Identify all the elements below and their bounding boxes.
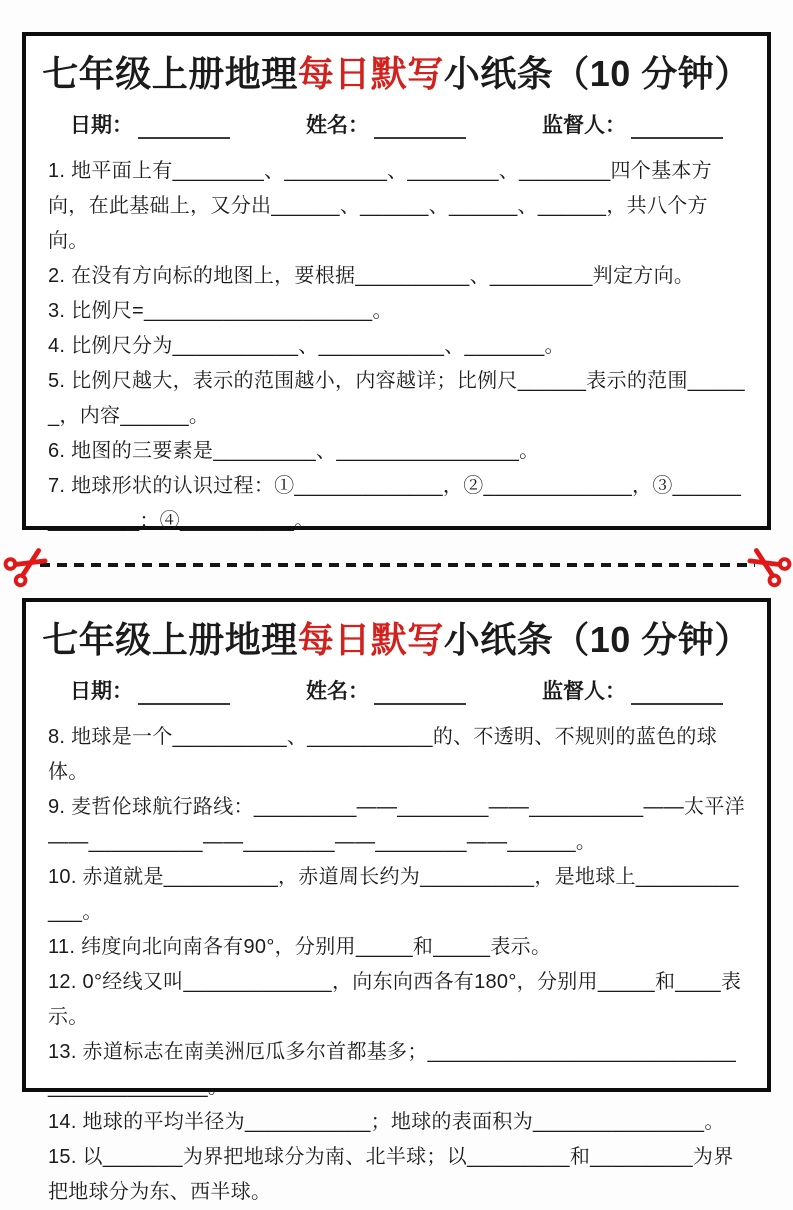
question-10: 10. 赤道就是__________，赤道周长约为__________，是地球上____________。 <box>48 866 739 924</box>
name-field <box>306 675 466 705</box>
slip-bottom <box>22 598 771 1204</box>
title-highlight: 每日默写 <box>297 619 444 660</box>
date-blank-line <box>138 115 230 139</box>
question-4: 4. 比例尺分为___________、___________、_______。 <box>48 335 565 358</box>
info-row <box>70 675 723 705</box>
date-blank-line <box>138 681 230 705</box>
date-label: 日期： <box>70 114 133 138</box>
name-blank-line <box>374 681 466 705</box>
question-5: 5. 比例尺越大，表示的范围越小，内容越详；比例尺______表示的范围______，内容______。 <box>48 370 745 428</box>
question-15: 15. 以_______为界把地球分为南、北半球；以_________和_________为界把地球分为东、西半球。 <box>48 1146 734 1204</box>
name-label: 姓名： <box>306 114 369 138</box>
question-3: 3. 比例尺=____________________。 <box>48 300 393 323</box>
questions-list-top <box>48 154 745 539</box>
date-field <box>70 109 230 139</box>
question-12: 12. 0°经线又叫_____________，向东向西各有180°，分别用_____和____表示。 <box>48 971 742 1029</box>
cut-line <box>6 543 789 587</box>
title-highlight: 每日默写 <box>297 53 444 94</box>
supervisor-label: 监督人： <box>542 680 626 704</box>
name-field <box>306 109 466 139</box>
date-label: 日期： <box>70 680 133 704</box>
title-suffix: 小纸条（10 分钟） <box>443 619 751 660</box>
info-row <box>70 109 723 139</box>
supervisor-label: 监督人： <box>542 114 626 138</box>
question-2: 2. 在没有方向标的地图上，要根据__________、_________判定方向。 <box>48 265 695 288</box>
supervisor-field <box>542 109 723 139</box>
supervisor-blank-line <box>631 681 723 705</box>
supervisor-field <box>542 675 723 705</box>
question-7: 7. 地球形状的认识过程：①_____________，②_____________，③______________；④__________。 <box>48 475 742 533</box>
question-11: 11. 纬度向北向南各有90°，分别用_____和_____表示。 <box>48 936 552 959</box>
slip-top <box>22 32 771 533</box>
question-1: 1. 地平面上有________、_________、________、________四个基本方向，在此基础上，又分出______、______、______、______，共八个方向。 <box>48 160 712 253</box>
question-8: 8. 地球是一个__________、___________的、不透明、不规则的蓝色的球体。 <box>48 726 718 784</box>
scissors-icon-left <box>0 536 56 594</box>
slip-title <box>32 618 761 661</box>
title-prefix: 七年级上册地理 <box>42 619 298 660</box>
name-label: 姓名： <box>306 680 369 704</box>
dashed-cut-line <box>40 563 755 567</box>
title-suffix: 小纸条（10 分钟） <box>443 53 751 94</box>
question-6: 6. 地图的三要素是_________、________________。 <box>48 440 540 463</box>
supervisor-blank-line <box>631 115 723 139</box>
slip-title <box>32 52 761 95</box>
name-blank-line <box>374 115 466 139</box>
date-field <box>70 675 230 705</box>
question-14: 14. 地球的平均半径为___________；地球的表面积为_______________。 <box>48 1111 725 1134</box>
title-prefix: 七年级上册地理 <box>42 53 298 94</box>
scissors-icon-right <box>739 536 793 594</box>
questions-list-bottom <box>48 720 745 1210</box>
question-9: 9. 麦哲伦球航行路线：_________——________——__________——太平洋——__________——________——________——______。 <box>48 796 745 854</box>
question-13: 13. 赤道标志在南美洲厄瓜多尔首都基多；_________________________________________。 <box>48 1041 737 1099</box>
